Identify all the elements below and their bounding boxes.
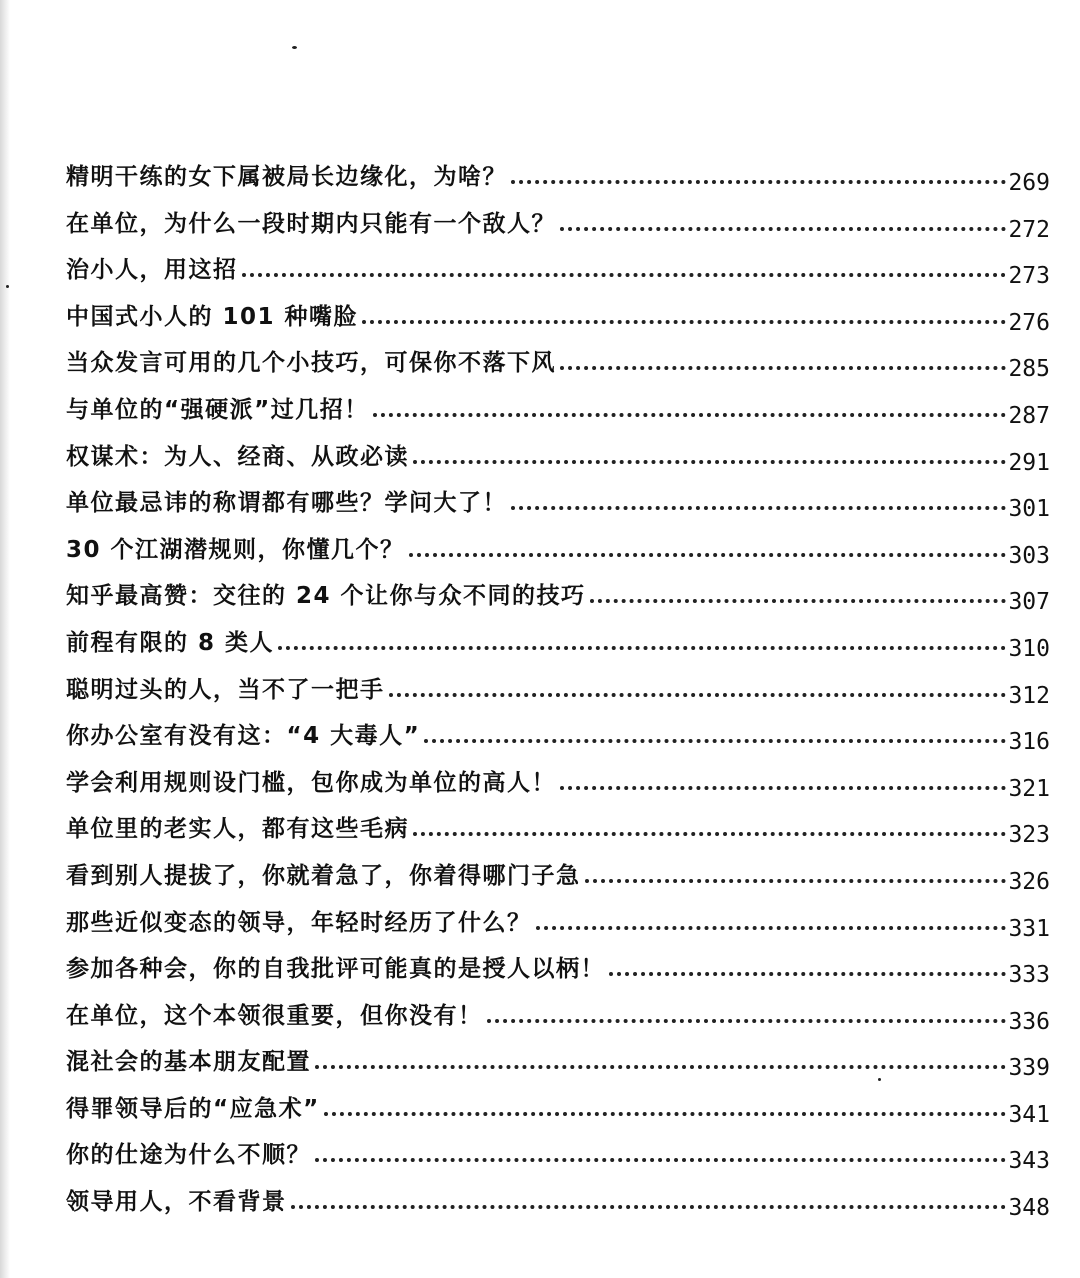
toc-entry-title: 前程有限的 8 类人 [66,629,275,656]
toc-entry [66,442,1050,489]
toc-entry-title: 在单位，这个本领很重要，但你没有！ [66,1002,483,1029]
toc-entry-page-number: 321 [1008,775,1050,802]
toc-entry-page-number: 273 [1008,263,1050,290]
toc-entry [66,908,1050,955]
toc-entry-page-number: 339 [1008,1055,1050,1082]
toc-entry-page-number: 326 [1008,868,1050,895]
toc-entry-page-number: 301 [1008,496,1050,523]
toc-dot-leader [315,1140,1006,1170]
toc-entry [66,255,1050,302]
toc-dot-leader [291,1187,1007,1217]
toc-dot-leader [585,861,1007,891]
toc-dot-leader [511,488,1006,518]
toc-entry-page-number: 287 [1008,402,1050,429]
toc-entry-page-number: 285 [1008,356,1050,383]
toc-entry [66,861,1050,908]
toc-dot-leader [413,442,1006,472]
toc-entry [66,675,1050,722]
toc-entry-title: 治小人，用这招 [66,257,238,284]
toc-dot-leader [536,908,1007,938]
toc-entry-title: 精明干练的女下属被局长边缘化，为啥？ [66,164,507,190]
toc-dot-leader [487,1001,1007,1031]
toc-dot-leader [590,581,1007,611]
toc-entry-title: 单位里的老实人，都有这些毛病 [66,816,409,843]
toc-entry-page-number: 333 [1008,962,1050,989]
toc-dot-leader [511,162,1006,192]
toc-entry-page-number: 343 [1008,1148,1050,1175]
toc-entry [66,1047,1050,1094]
toc-entry-page-number: 323 [1008,822,1050,849]
toc-entry-page-number: 341 [1008,1101,1050,1128]
toc-dot-leader [373,395,1007,425]
toc-entry-page-number: 331 [1008,915,1050,942]
toc-entry-title: 当众发言可用的几个小技巧，可保你不落下风 [66,350,556,377]
toc-dot-leader [560,209,1006,239]
toc-entry [66,209,1050,256]
toc-entry [66,954,1050,1001]
toc-entry-page-number: 307 [1008,589,1050,616]
toc-entry-title: 在单位，为什么一段时期内只能有一个敌人？ [66,210,556,237]
scan-speck [292,46,297,49]
toc-entry [66,721,1050,768]
toc-entry [66,1001,1050,1048]
toc-dot-leader [413,814,1006,844]
toc-entry [66,1187,1050,1234]
toc-entry-title: 30 个江湖潜规则，你懂几个？ [66,536,405,563]
toc-entry [66,348,1050,395]
toc-entry [66,581,1050,628]
toc-entry-page-number: 276 [1008,309,1050,336]
toc-dot-leader [424,721,1006,751]
toc-entry-title: 中国式小人的 101 种嘴脸 [66,303,359,330]
toc-entry [66,814,1050,861]
toc-entry-title: 得罪领导后的“应急术” [66,1095,320,1122]
toc-entry-title: 你的仕途为什么不顺？ [66,1142,311,1169]
toc-dot-leader [409,535,1007,565]
toc-entry [66,488,1050,535]
toc-entry-page-number: 312 [1008,682,1050,709]
toc-entry-title: 那些近似变态的领导，年轻时经历了什么？ [66,909,532,936]
toc-entry-title: 权谋术：为人、经商、从政必读 [66,443,409,470]
toc-entry-page-number: 303 [1008,542,1050,569]
toc-entry-title: 你办公室有没有这：“4 大毒人” [66,723,421,750]
toc-dot-leader [560,768,1006,798]
toc-entry [66,395,1050,442]
toc-entry-title: 看到别人提拔了，你就着急了，你着得哪门子急 [66,862,581,889]
toc-entry-page-number: 269 [1008,170,1050,196]
page-edge-shadow [0,0,10,1278]
toc-dot-leader [609,954,1006,984]
toc-entry-title: 领导用人，不看背景 [66,1189,287,1216]
toc-entry-title: 知乎最高赞：交往的 24 个让你与众不同的技巧 [66,583,586,610]
toc-entry-title: 混社会的基本朋友配置 [66,1049,311,1076]
toc-entry [66,1094,1050,1141]
toc-dot-leader [362,302,1006,332]
toc-entry-page-number: 310 [1008,635,1050,662]
toc-dot-leader [315,1047,1006,1077]
scan-speck [6,285,9,288]
toc-entry-title: 聪明过头的人，当不了一把手 [66,676,385,703]
toc-dot-leader [389,675,1007,705]
toc-entry-title: 单位最忌讳的称谓都有哪些？学问大了！ [66,490,507,517]
toc-dot-leader [324,1094,1007,1124]
toc-entry-page-number: 336 [1008,1008,1050,1035]
toc-entry [66,302,1050,349]
toc-entry-page-number: 272 [1008,216,1050,243]
table-of-contents [66,162,1050,1234]
toc-entry-title: 参加各种会，你的自我批评可能真的是授人以柄！ [66,956,605,983]
toc-entry [66,768,1050,815]
toc-dot-leader [560,348,1006,378]
toc-dot-leader [278,628,1006,658]
toc-entry-page-number: 348 [1008,1195,1050,1222]
toc-entry-page-number: 316 [1008,729,1050,756]
toc-entry-title: 与单位的“强硬派”过几招！ [66,396,369,423]
toc-dot-leader [242,255,1007,285]
toc-entry [66,535,1050,582]
toc-entry [66,1140,1050,1187]
toc-entry-page-number: 291 [1008,449,1050,476]
toc-entry-title: 学会利用规则设门槛，包你成为单位的高人！ [66,769,556,796]
toc-entry [66,162,1050,209]
toc-entry [66,628,1050,675]
